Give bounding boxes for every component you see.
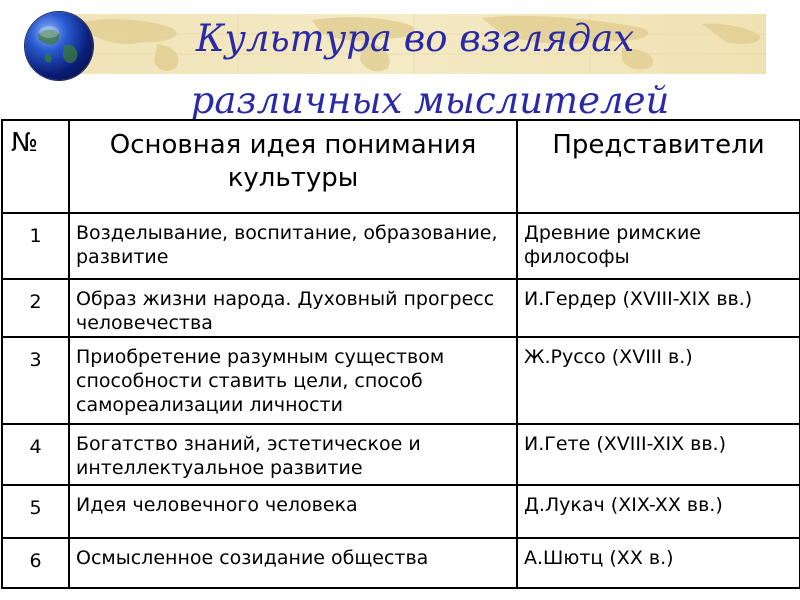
row-number: 6 (2, 538, 69, 588)
row-idea: Возделывание, воспитание, образование, развитие (69, 213, 517, 279)
row-representative: Древние римские философы (517, 213, 800, 279)
table-header-row (2, 120, 800, 213)
row-representative: А.Шютц (XX в.) (517, 538, 800, 588)
table-row (2, 213, 800, 279)
table-row (2, 337, 800, 424)
row-number: 2 (2, 279, 69, 337)
row-number: 3 (2, 337, 69, 424)
slide-title-line-2: различных мыслителей (190, 79, 670, 122)
table-row (2, 279, 800, 337)
row-idea: Идея человечного человека (69, 485, 517, 538)
row-idea: Приобретение разумным существом способности ставить цели, способ самореализации личности (69, 337, 517, 424)
row-representative: Ж.Руссо (XVIII в.) (517, 337, 800, 424)
row-representative: И.Гердер (XVIII-XIX вв.) (517, 279, 800, 337)
culture-views-table (1, 119, 800, 589)
header-idea: Основная идея понимания культуры (69, 120, 517, 213)
row-number: 1 (2, 213, 69, 279)
row-idea: Осмысленное созидание общества (69, 538, 517, 588)
row-representative: Д.Лукач (XIX-XX вв.) (517, 485, 800, 538)
header-number: № (2, 120, 69, 213)
row-representative: И.Гете (XVIII-XIX вв.) (517, 424, 800, 485)
table-row (2, 538, 800, 588)
slide-title-line-1: Культура во взглядах (195, 17, 635, 60)
row-idea: Богатство знаний, эстетическое и интеллектуальное развитие (69, 424, 517, 485)
table-row (2, 485, 800, 538)
row-number: 5 (2, 485, 69, 538)
row-idea: Образ жизни народа. Духовный прогресс человечества (69, 279, 517, 337)
row-number: 4 (2, 424, 69, 485)
table-row (2, 424, 800, 485)
header-representatives: Представители (517, 120, 800, 213)
